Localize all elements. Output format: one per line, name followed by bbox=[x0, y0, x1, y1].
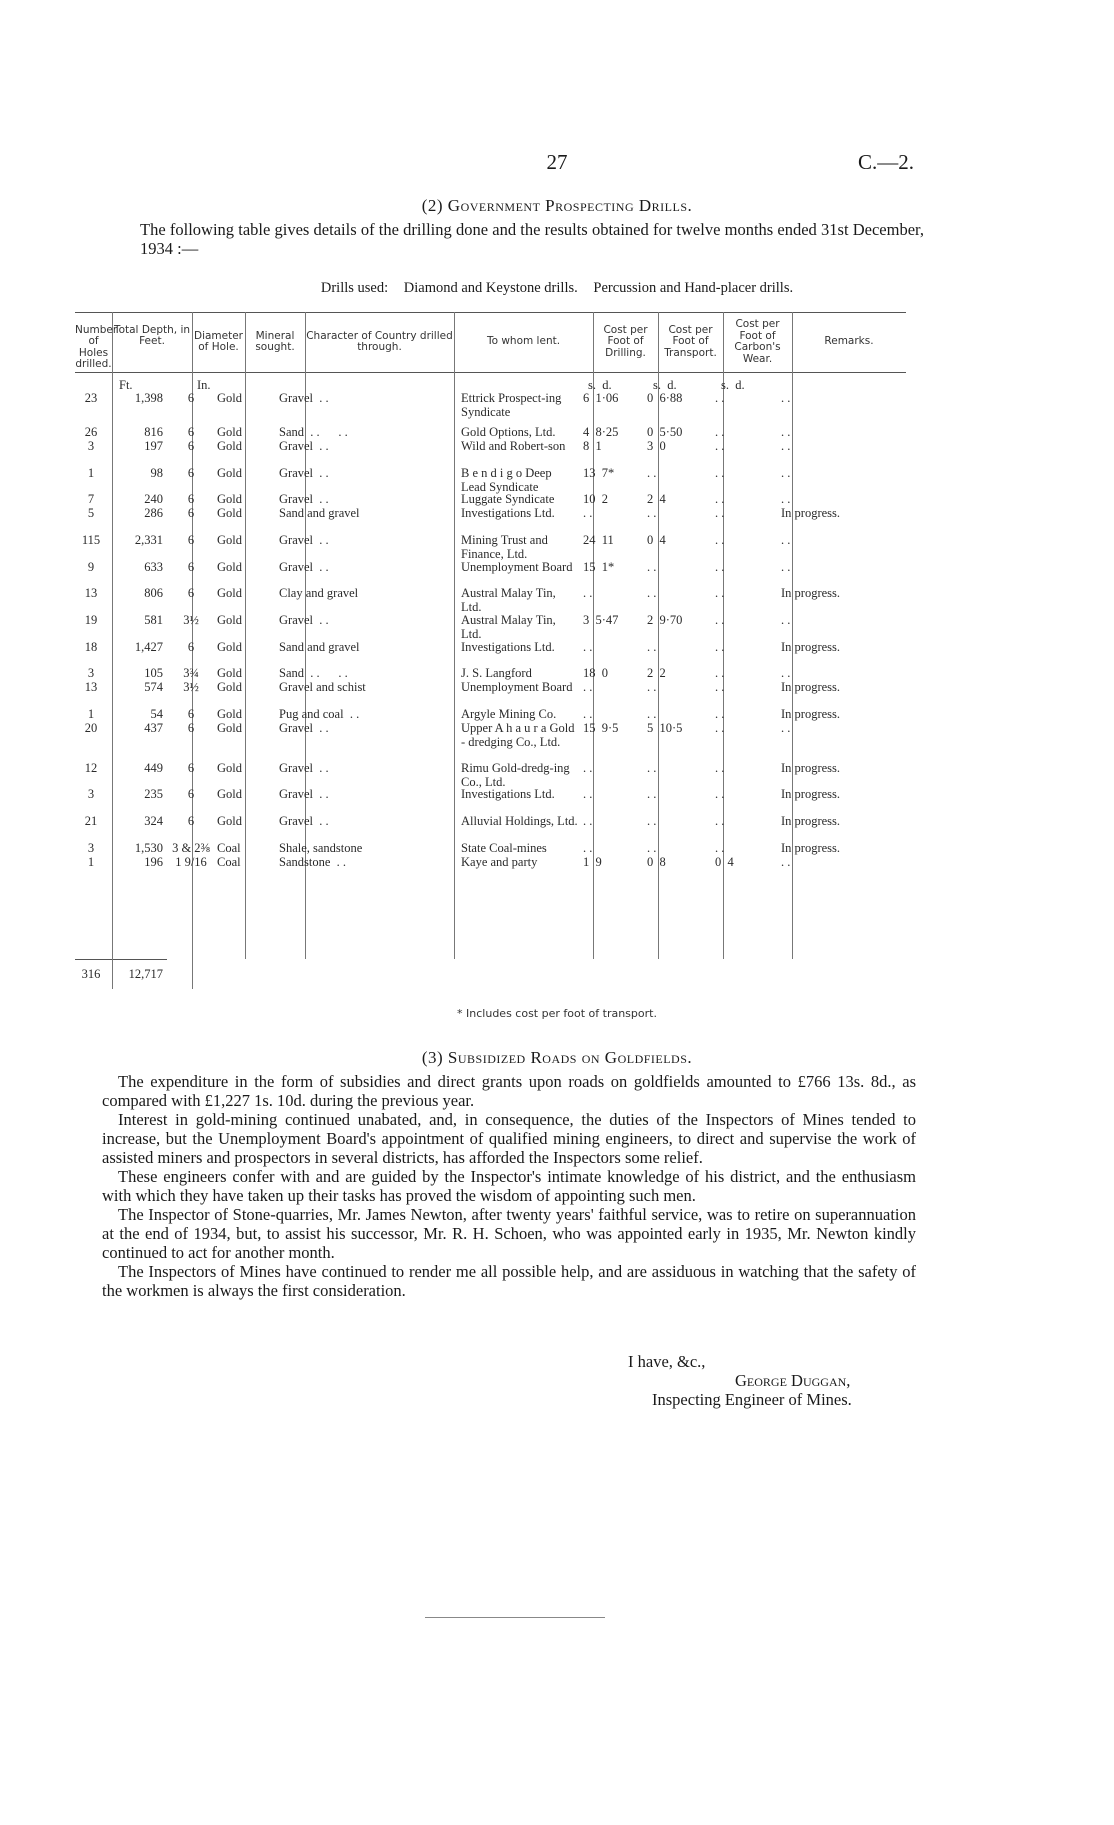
table-cell-character: Gravel . . bbox=[279, 560, 329, 574]
table-cell-character: Sand . . . . bbox=[279, 425, 348, 439]
table-cell-transport: 0 5·50 bbox=[647, 425, 683, 439]
table-cell-transport: . . bbox=[647, 680, 657, 694]
table-cell-transport: . . bbox=[647, 586, 657, 600]
table-cell-character: Sandstone . . bbox=[279, 855, 347, 869]
table-cell-remarks: In progress. bbox=[781, 506, 841, 520]
table-header-cell: Cost per Foot of Carbon's Wear. bbox=[734, 318, 781, 365]
table-cell-dia: 3 & 2⅜ bbox=[172, 841, 210, 855]
table-cell-transport: 0 8 bbox=[647, 855, 666, 869]
table-cell-transport: 2 9·70 bbox=[647, 613, 683, 627]
table-cell-character: Gravel . . bbox=[279, 439, 329, 453]
table-header-cell: Mineral sought. bbox=[255, 329, 295, 353]
table-cell-dia: 6 bbox=[187, 560, 195, 574]
table-header-cell: Total Depth, in Feet. bbox=[113, 323, 191, 348]
table-cell-remarks: . . bbox=[781, 466, 791, 480]
table-cell-carbon: . . bbox=[715, 586, 725, 600]
table-cell-drilling: . . bbox=[583, 680, 593, 694]
table-cell-mineral: Coal bbox=[217, 855, 241, 869]
table-cell-character: Gravel . . bbox=[279, 391, 329, 405]
table-cell-holes: 19 bbox=[84, 613, 98, 627]
table-top-rule bbox=[75, 312, 906, 313]
table-cell-carbon: . . bbox=[715, 533, 725, 547]
table-cell-drilling: 8 1 bbox=[583, 439, 602, 453]
table-cell-transport: . . bbox=[647, 560, 657, 574]
table-cell-character: Gravel . . bbox=[279, 466, 329, 480]
table-cell-drilling: . . bbox=[583, 640, 593, 654]
table-cell-mineral: Gold bbox=[217, 761, 242, 775]
table-cell-dia: 6 bbox=[187, 533, 195, 547]
table-cell-mineral: Gold bbox=[217, 391, 242, 405]
table-cell-lent: Unemployment Board bbox=[461, 560, 573, 574]
table-cell-drilling: 24 11 bbox=[583, 533, 614, 547]
table-cell-dia: 6 bbox=[187, 439, 195, 453]
table-cell-holes: 20 bbox=[84, 721, 98, 735]
table-cell-mineral: Gold bbox=[217, 707, 242, 721]
table-cell-character: Shale, sandstone bbox=[279, 841, 363, 855]
table-cell-carbon: . . bbox=[715, 391, 725, 405]
table-cell-depth: 1,530 bbox=[134, 841, 163, 855]
table-cell-remarks: . . bbox=[781, 613, 791, 627]
table-cell-mineral: Gold bbox=[217, 506, 242, 520]
table-cell-drilling: 18 0 bbox=[583, 666, 608, 680]
body-paragraph: The Inspector of Stone-quarries, Mr. James Newton, after twenty years' faithful service, was to retire on superannuation at the end of 1934, but, to assist his successor, Mr. R. H. Schoen, who was appointed early in 1935, Mr. Newton kindly continued to act for another month. bbox=[102, 1205, 916, 1262]
table-cell-dia: 6 bbox=[187, 761, 195, 775]
section-heading-prospecting-drills: (2) Government Prospecting Drills. bbox=[421, 196, 693, 215]
table-footnote: * Includes cost per foot of transport. bbox=[457, 1007, 657, 1020]
table-cell-lent: J. S. Langford bbox=[461, 666, 532, 680]
table-column-rule bbox=[454, 312, 455, 959]
table-cell-lent: Gold Options, Ltd. bbox=[461, 425, 556, 439]
table-cell-holes: 1 bbox=[87, 466, 95, 480]
table-cell-lent: Investigations Ltd. bbox=[461, 506, 555, 520]
table-cell-carbon: . . bbox=[715, 666, 725, 680]
table-cell-holes: 3 bbox=[87, 439, 95, 453]
table-cell-lent: Luggate Syndicate bbox=[461, 492, 555, 506]
table-cell-mineral: Gold bbox=[217, 680, 242, 694]
table-cell-character: Pug and coal . . bbox=[279, 707, 360, 721]
table-cell-dia: 6 bbox=[187, 814, 195, 828]
table-cell-dia: 6 bbox=[187, 506, 195, 520]
table-header-cell: Number of Holes drilled. bbox=[75, 323, 118, 371]
page-number: 27 bbox=[546, 150, 568, 174]
drills-used-b: Percussion and Hand-placer drills. bbox=[593, 280, 794, 296]
total-depth: 12,717 bbox=[128, 967, 163, 981]
table-cell-depth: 240 bbox=[144, 492, 163, 506]
table-cell-transport: . . bbox=[647, 466, 657, 480]
table-cell-lent: Argyle Mining Co. bbox=[461, 707, 557, 721]
table-cell-mineral: Gold bbox=[217, 787, 242, 801]
table-cell-mineral: Gold bbox=[217, 560, 242, 574]
table-cell-carbon: . . bbox=[715, 680, 725, 694]
table-cell-transport: . . bbox=[647, 787, 657, 801]
body-paragraph: The Inspectors of Mines have continued to render me all possible help, and are assiduous in watching that the safety of the workmen is always the first consideration. bbox=[102, 1262, 916, 1300]
table-cell-transport: 0 6·88 bbox=[647, 391, 683, 405]
table-cell-mineral: Gold bbox=[217, 640, 242, 654]
table-cell-remarks: In progress. bbox=[781, 586, 841, 600]
table-cell-drilling: 10 2 bbox=[583, 492, 608, 506]
table-cell-carbon: . . bbox=[715, 814, 725, 828]
table-cell-remarks: . . bbox=[781, 560, 791, 574]
table-cell-lent: Austral Malay Tin, Ltd. bbox=[461, 586, 556, 614]
table-cell-dia: 6 bbox=[187, 492, 195, 506]
table-cell-carbon: . . bbox=[715, 466, 725, 480]
table-cell-holes: 18 bbox=[84, 640, 98, 654]
table-header-cell: Character of Country drilled through. bbox=[306, 329, 453, 353]
table-cell-lent: Investigations Ltd. bbox=[461, 640, 555, 654]
table-cell-holes: 3 bbox=[87, 666, 95, 680]
table-cell-holes: 5 bbox=[87, 506, 95, 520]
table-cell-carbon: . . bbox=[715, 492, 725, 506]
table-cell-holes: 9 bbox=[87, 560, 95, 574]
table-cell-lent: Ettrick Prospect-ing Syndicate bbox=[461, 391, 562, 419]
drills-used-line bbox=[0, 280, 1114, 297]
table-cell-transport: . . bbox=[647, 506, 657, 520]
table-cell-drilling: 3 5·47 bbox=[583, 613, 619, 627]
table-cell-character: Gravel . . bbox=[279, 787, 329, 801]
table-cell-depth: 197 bbox=[144, 439, 163, 453]
table-cell-mineral: Gold bbox=[217, 533, 242, 547]
table-cell-drilling: . . bbox=[583, 586, 593, 600]
table-cell-remarks: In progress. bbox=[781, 680, 841, 694]
table-cell-depth: 581 bbox=[144, 613, 163, 627]
total-holes: 316 bbox=[81, 967, 101, 981]
table-cell-drilling: 6 1·06 bbox=[583, 391, 619, 405]
table-cell-carbon: . . bbox=[715, 761, 725, 775]
table-cell-depth: 1,427 bbox=[134, 640, 163, 654]
table-cell-depth: 437 bbox=[144, 721, 163, 735]
table-cell-transport: . . bbox=[647, 707, 657, 721]
table-cell-depth: 324 bbox=[144, 814, 163, 828]
table-cell-depth: 98 bbox=[150, 466, 163, 480]
drills-used-label: Drills used: bbox=[320, 280, 389, 296]
drills-used-a: Diamond and Keystone drills. bbox=[403, 280, 578, 296]
table-cell-drilling: . . bbox=[583, 707, 593, 721]
table-cell-depth: 449 bbox=[144, 761, 163, 775]
table-cell-remarks: . . bbox=[781, 666, 791, 680]
table-cell-drilling: 13 7* bbox=[583, 466, 615, 480]
body-paragraph: Interest in gold-mining continued unabated, and, in consequence, the duties of the Inspectors of Mines tended to increase, but the Unemployment Board's appointment of qualified mining engineers, to direct and supervise the work of assisted miners and prospectors in several districts, has afforded the Inspectors some relief. bbox=[102, 1110, 916, 1167]
table-cell-remarks: . . bbox=[781, 391, 791, 405]
table-header-cell: To whom lent. bbox=[486, 335, 561, 348]
table-cell-holes: 13 bbox=[84, 586, 98, 600]
table-cell-transport: . . bbox=[647, 841, 657, 855]
table-cell-mineral: Gold bbox=[217, 492, 242, 506]
table-cell-mineral: Gold bbox=[217, 613, 242, 627]
table-cell-dia: 3½ bbox=[183, 613, 199, 627]
table-cell-dia: 3¾ bbox=[183, 666, 199, 680]
table-cell-carbon: . . bbox=[715, 506, 725, 520]
table-cell-carbon: . . bbox=[715, 841, 725, 855]
table-cell-drilling: . . bbox=[583, 814, 593, 828]
table-cell-character: Sand and gravel bbox=[279, 640, 360, 654]
unit-label: In. bbox=[197, 378, 211, 392]
unit-label: s. d. bbox=[721, 378, 745, 392]
document-reference: C.—2. bbox=[857, 150, 914, 174]
table-header-cell: Diameter of Hole. bbox=[193, 329, 244, 353]
table-cell-character: Sand . . . . bbox=[279, 666, 348, 680]
table-cell-character: Gravel . . bbox=[279, 492, 329, 506]
table-cell-mineral: Gold bbox=[217, 439, 242, 453]
table-cell-depth: 54 bbox=[150, 707, 163, 721]
table-cell-lent: State Coal-mines bbox=[461, 841, 547, 855]
table-cell-character: Gravel . . bbox=[279, 761, 329, 775]
table-cell-character: Gravel and schist bbox=[279, 680, 366, 694]
table-cell-depth: 806 bbox=[144, 586, 163, 600]
table-cell-remarks: In progress. bbox=[781, 640, 841, 654]
table-cell-dia: 6 bbox=[187, 787, 195, 801]
unit-label: s. d. bbox=[588, 378, 612, 392]
table-cell-mineral: Gold bbox=[217, 425, 242, 439]
table-cell-character: Gravel . . bbox=[279, 814, 329, 828]
table-cell-mineral: Gold bbox=[217, 721, 242, 735]
table-cell-depth: 105 bbox=[144, 666, 163, 680]
table-cell-depth: 1,398 bbox=[134, 391, 163, 405]
table-cell-holes: 21 bbox=[84, 814, 98, 828]
unit-label: s. d. bbox=[653, 378, 677, 392]
table-cell-carbon: . . bbox=[715, 439, 725, 453]
table-cell-drilling: 1 9 bbox=[583, 855, 602, 869]
table-cell-transport: . . bbox=[647, 761, 657, 775]
table-cell-dia: 6 bbox=[187, 391, 195, 405]
table-cell-lent: Unemployment Board bbox=[461, 680, 573, 694]
table-cell-drilling: 15 1* bbox=[583, 560, 615, 574]
table-cell-transport: . . bbox=[647, 640, 657, 654]
table-cell-holes: 13 bbox=[84, 680, 98, 694]
table-cell-drilling: . . bbox=[583, 841, 593, 855]
signatory-title: Inspecting Engineer of Mines. bbox=[652, 1390, 852, 1409]
table-cell-remarks: . . bbox=[781, 533, 791, 547]
table-cell-mineral: Coal bbox=[217, 841, 241, 855]
table-cell-holes: 12 bbox=[84, 761, 98, 775]
table-cell-carbon: 0 4 bbox=[715, 855, 734, 869]
table-cell-carbon: . . bbox=[715, 721, 725, 735]
table-cell-holes: 23 bbox=[84, 391, 98, 405]
table-cell-remarks: . . bbox=[781, 721, 791, 735]
table-cell-dia: 6 bbox=[187, 586, 195, 600]
table-cell-drilling: . . bbox=[583, 761, 593, 775]
table-cell-remarks: . . bbox=[781, 439, 791, 453]
table-cell-lent: Rimu Gold-dredg-ing Co., Ltd. bbox=[461, 761, 570, 789]
table-cell-lent: Investigations Ltd. bbox=[461, 787, 555, 801]
table-cell-remarks: In progress. bbox=[781, 707, 841, 721]
table-cell-holes: 26 bbox=[84, 425, 98, 439]
table-cell-remarks: . . bbox=[781, 855, 791, 869]
table-cell-dia: 6 bbox=[187, 721, 195, 735]
table-cell-lent: Mining Trust and Finance, Ltd. bbox=[461, 533, 548, 561]
table-cell-depth: 235 bbox=[144, 787, 163, 801]
table-cell-lent: Alluvial Holdings, Ltd. bbox=[461, 814, 578, 828]
table-cell-carbon: . . bbox=[715, 560, 725, 574]
table-cell-depth: 574 bbox=[144, 680, 163, 694]
table-cell-depth: 286 bbox=[144, 506, 163, 520]
table-cell-lent: Wild and Robert-son bbox=[461, 439, 566, 453]
table-cell-depth: 2,331 bbox=[134, 533, 163, 547]
table-cell-transport: 2 4 bbox=[647, 492, 666, 506]
section3-body bbox=[102, 1072, 916, 1300]
table-cell-carbon: . . bbox=[715, 787, 725, 801]
table-cell-remarks: In progress. bbox=[781, 841, 841, 855]
table-cell-remarks: . . bbox=[781, 425, 791, 439]
body-paragraph: The expenditure in the form of subsidies and direct grants upon roads on goldfields amounted to £766 13s. 8d., as compared with £1,227 1s. 10d. during the previous year. bbox=[102, 1072, 916, 1110]
unit-label: Ft. bbox=[119, 378, 133, 392]
table-cell-remarks: In progress. bbox=[781, 787, 841, 801]
table-cell-holes: 7 bbox=[87, 492, 95, 506]
table-cell-transport: . . bbox=[647, 814, 657, 828]
table-cell-character: Clay and gravel bbox=[279, 586, 359, 600]
table-cell-transport: 5 10·5 bbox=[647, 721, 683, 735]
section-heading-subsidized-roads: (3) Subsidized Roads on Goldfields. bbox=[421, 1048, 693, 1067]
table-cell-holes: 3 bbox=[87, 787, 95, 801]
table-total-rule bbox=[75, 959, 167, 960]
closing: I have, &c., bbox=[628, 1352, 706, 1371]
table-cell-holes: 1 bbox=[87, 855, 95, 869]
table-cell-remarks: . . bbox=[781, 492, 791, 506]
table-cell-drilling: . . bbox=[583, 506, 593, 520]
table-cell-carbon: . . bbox=[715, 425, 725, 439]
drilling-table bbox=[75, 312, 906, 989]
table-cell-depth: 816 bbox=[144, 425, 163, 439]
table-header-cell: Cost per Foot of Transport. bbox=[664, 323, 717, 359]
table-intro-paragraph: The following table gives details of the drilling done and the results obtained for twelve months ended 31st December, 1934 :— bbox=[140, 220, 924, 258]
table-cell-lent: B e n d i g o Deep Lead Syndicate bbox=[461, 466, 552, 494]
table-cell-mineral: Gold bbox=[217, 666, 242, 680]
table-cell-drilling: . . bbox=[583, 787, 593, 801]
table-cell-drilling: 15 9·5 bbox=[583, 721, 619, 735]
table-cell-dia: 6 bbox=[187, 425, 195, 439]
table-cell-carbon: . . bbox=[715, 613, 725, 627]
end-rule bbox=[425, 1617, 605, 1618]
table-cell-transport: 0 4 bbox=[647, 533, 666, 547]
table-cell-dia: 6 bbox=[187, 707, 195, 721]
table-cell-dia: 6 bbox=[187, 640, 195, 654]
table-cell-depth: 196 bbox=[144, 855, 163, 869]
table-cell-character: Sand and gravel bbox=[279, 506, 360, 520]
table-header-rule bbox=[75, 372, 906, 373]
table-cell-depth: 633 bbox=[144, 560, 163, 574]
table-cell-carbon: . . bbox=[715, 640, 725, 654]
table-cell-dia: 3½ bbox=[183, 680, 199, 694]
table-cell-dia: 6 bbox=[187, 466, 195, 480]
table-cell-lent: Upper A h a u r a Gold - dredging Co., Ltd. bbox=[461, 721, 575, 749]
table-cell-character: Gravel . . bbox=[279, 613, 329, 627]
table-header-cell: Cost per Foot of Drilling. bbox=[603, 323, 648, 359]
table-cell-holes: 115 bbox=[81, 533, 101, 547]
table-cell-holes: 1 bbox=[87, 707, 95, 721]
table-cell-transport: 2 2 bbox=[647, 666, 666, 680]
signatory-name: George Duggan, bbox=[735, 1371, 851, 1390]
table-cell-remarks: In progress. bbox=[781, 814, 841, 828]
table-cell-remarks: In progress. bbox=[781, 761, 841, 775]
body-paragraph: These engineers confer with and are guided by the Inspector's intimate knowledge of his district, and the enthusiasm with which they have taken up their tasks has proved the wisdom of appointing such men. bbox=[102, 1167, 916, 1205]
table-cell-drilling: 4 8·25 bbox=[583, 425, 619, 439]
table-cell-character: Gravel . . bbox=[279, 721, 329, 735]
table-cell-mineral: Gold bbox=[217, 586, 242, 600]
table-cell-mineral: Gold bbox=[217, 814, 242, 828]
table-cell-lent: Austral Malay Tin, Ltd. bbox=[461, 613, 556, 641]
table-cell-character: Gravel . . bbox=[279, 533, 329, 547]
table-cell-mineral: Gold bbox=[217, 466, 242, 480]
table-cell-dia: 1 9/16 bbox=[175, 855, 207, 869]
table-cell-lent: Kaye and party bbox=[461, 855, 538, 869]
table-cell-holes: 3 bbox=[87, 841, 95, 855]
table-cell-carbon: . . bbox=[715, 707, 725, 721]
table-cell-transport: 3 0 bbox=[647, 439, 666, 453]
table-header-cell: Remarks. bbox=[824, 335, 874, 348]
